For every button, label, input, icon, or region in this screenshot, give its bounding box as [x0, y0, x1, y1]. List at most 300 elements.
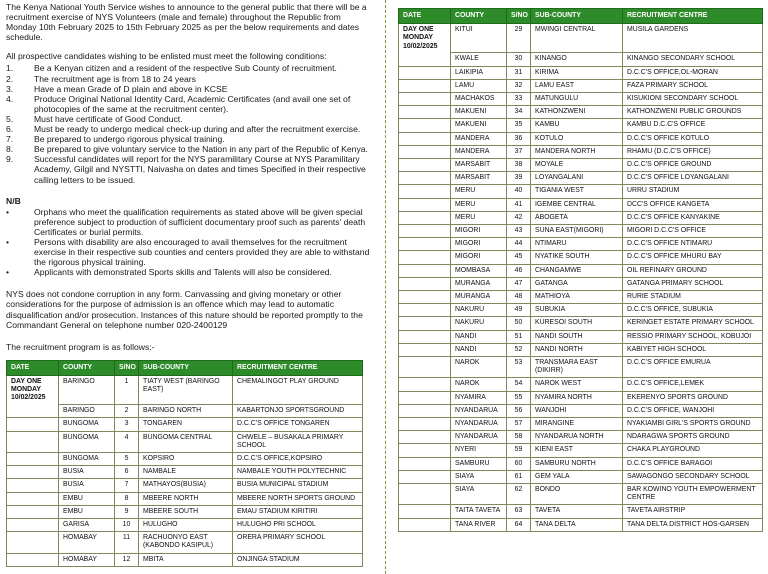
nb-item [6, 207, 372, 237]
table-row [7, 518, 363, 531]
recruitment-centre-cell: KABIYET HIGH SCHOOL [623, 343, 763, 356]
table-row [399, 211, 763, 224]
recruitment-centre-cell: D.C.C'S OFFICE EMURUA [623, 356, 763, 377]
column-divider [385, 0, 386, 574]
sub-county-cell: MWINGI CENTRAL [531, 24, 623, 53]
date-cell [399, 66, 451, 79]
recruitment-centre-cell: ONJINGA STADIUM [233, 553, 363, 566]
date-cell [399, 264, 451, 277]
condition-number: 4. [6, 93, 14, 104]
sub-county-cell: BONDO [531, 484, 623, 505]
sno-cell: 38 [507, 158, 531, 171]
day-label-line: DAY ONE [403, 26, 434, 34]
county-cell: BUNGOMA [59, 418, 115, 431]
recruitment-centre-cell: D.C.C'S OFFICE,KOPSIRO [233, 452, 363, 465]
recruitment-centre-cell: D.C.C'S OFFICE,LEMEK [623, 378, 763, 391]
table-row [7, 532, 363, 553]
table-row [399, 185, 763, 198]
sub-county-cell: NANDI NORTH [531, 343, 623, 356]
date-cell [399, 505, 451, 518]
sno-cell: 58 [507, 431, 531, 444]
sub-county-cell: BARINGO NORTH [139, 405, 233, 418]
date-cell [399, 106, 451, 119]
table-row [7, 479, 363, 492]
condition-number: 3. [6, 83, 14, 94]
county-cell: SIAYA [451, 484, 507, 505]
sub-county-cell: MBEERE SOUTH [139, 505, 233, 518]
recruitment-centre-cell: KAMBU D.C.C'S OFFICE [623, 119, 763, 132]
condition-number: 2. [6, 73, 14, 84]
recruitment-centre-cell: KINANGO SECONDARY SCHOOL [623, 53, 763, 66]
sub-county-cell: KOTULO [531, 132, 623, 145]
header-sno: S/NO [115, 360, 139, 375]
county-cell: BARINGO [59, 405, 115, 418]
sno-cell: 37 [507, 145, 531, 158]
sub-county-cell: NYATIKE SOUTH [531, 251, 623, 264]
recruitment-centre-cell: CHEMALINGOT PLAY GROUND [233, 376, 363, 405]
county-cell: BARINGO [59, 376, 115, 405]
county-cell: MAKUENI [451, 106, 507, 119]
sub-county-cell: MBITA [139, 553, 233, 566]
sno-cell: 30 [507, 53, 531, 66]
sub-county-cell: SUBUKIA [531, 304, 623, 317]
county-cell: MARSABIT [451, 158, 507, 171]
table-row [399, 304, 763, 317]
date-cell [399, 251, 451, 264]
date-cell [7, 466, 59, 479]
condition-text: Successful candidates will report for the NYS paramilitary Course at NYS Paramilitary Academy, Gilgil and NYSTTI, Naivasha on dates and times Specified in their respective calling letters to be issued. [34, 154, 366, 185]
county-cell: BUNGOMA [59, 452, 115, 465]
table-row [399, 378, 763, 391]
date-cell [399, 145, 451, 158]
sno-cell: 29 [507, 24, 531, 53]
condition-item [6, 94, 372, 114]
sno-cell: 11 [115, 532, 139, 553]
sno-cell: 10 [115, 518, 139, 531]
recruitment-centre-cell: CHAKA PLAYGROUND [623, 444, 763, 457]
day-label-line: MONDAY [403, 34, 433, 42]
recruitment-centre-cell: D.C.C'S OFFICE,OL-MORAN [623, 66, 763, 79]
date-cell [7, 431, 59, 452]
recruitment-centre-cell: MIGORI D.C.C'S OFFICE [623, 224, 763, 237]
sno-cell: 45 [507, 251, 531, 264]
county-cell: MURANGA [451, 277, 507, 290]
county-cell: NYANDARUA [451, 404, 507, 417]
table-row [399, 317, 763, 330]
recruitment-centre-cell: BAR KOWINO YOUTH EMPOWERMENT CENTRE [623, 484, 763, 505]
sub-county-cell: GEM YALA [531, 470, 623, 483]
date-cell [399, 418, 451, 431]
conditions-list [6, 63, 372, 184]
sub-county-cell: NANDI SOUTH [531, 330, 623, 343]
county-cell: KWALE [451, 53, 507, 66]
sno-cell: 42 [507, 211, 531, 224]
table-body-left [7, 376, 363, 567]
table-row [7, 452, 363, 465]
table-row [399, 391, 763, 404]
sub-county-cell: SAMBURU NORTH [531, 457, 623, 470]
recruitment-centre-cell: D.C.C'S OFFICE GROUND [623, 158, 763, 171]
sno-cell: 34 [507, 106, 531, 119]
recruitment-centre-cell: SAWAGONGO SECONDARY SCHOOL [623, 470, 763, 483]
county-cell: EMBU [59, 505, 115, 518]
sno-cell: 4 [115, 431, 139, 452]
table-header-row [7, 360, 363, 375]
county-cell: NAKURU [451, 317, 507, 330]
recruitment-centre-cell: D.C.C'S OFFICE, SUBUKIA [623, 304, 763, 317]
condition-text: Must have certificate of Good Conduct. [34, 113, 183, 124]
table-header-row [399, 9, 763, 24]
date-cell [399, 238, 451, 251]
table-row [7, 492, 363, 505]
table-row [399, 470, 763, 483]
header-sub-county: SUB-COUNTY [139, 360, 233, 375]
table-row [7, 431, 363, 452]
recruitment-centre-cell: HULUGHO PRI SCHOOL [233, 518, 363, 531]
date-cell [399, 92, 451, 105]
conditions-title: All prospective candidates wishing to be enlisted must meet the following conditions: [6, 51, 327, 62]
date-cell [399, 317, 451, 330]
date-cell [399, 356, 451, 377]
county-cell: MERU [451, 211, 507, 224]
county-cell: LAIKIPIA [451, 66, 507, 79]
recruitment-centre-cell: KATHONZWENI PUBLIC GROUNDS [623, 106, 763, 119]
recruitment-centre-cell: OIL REFINARY GROUND [623, 264, 763, 277]
county-cell: MIGORI [451, 251, 507, 264]
date-cell [399, 185, 451, 198]
county-cell: NAROK [451, 356, 507, 377]
recruitment-centre-cell: D.C.C'S OFFICE MHURU BAY [623, 251, 763, 264]
sno-cell: 52 [507, 343, 531, 356]
date-cell [399, 224, 451, 237]
sub-county-cell: NAMBALE [139, 466, 233, 479]
table-row [399, 251, 763, 264]
sub-county-cell: MATHIOYA [531, 290, 623, 303]
sub-county-cell: KIRIMA [531, 66, 623, 79]
county-cell: MACHAKOS [451, 92, 507, 105]
date-cell [399, 431, 451, 444]
date-cell [399, 79, 451, 92]
county-cell: MIGORI [451, 238, 507, 251]
sno-cell: 51 [507, 330, 531, 343]
sno-cell: 61 [507, 470, 531, 483]
date-cell [7, 452, 59, 465]
county-cell: EMBU [59, 492, 115, 505]
county-cell: NANDI [451, 330, 507, 343]
county-cell: LAMU [451, 79, 507, 92]
date-cell [399, 290, 451, 303]
condition-number: 1. [6, 63, 14, 74]
table-row [399, 145, 763, 158]
bullet: • [6, 236, 10, 247]
bullet: • [6, 206, 10, 217]
date-cell [7, 418, 59, 431]
date-cell [399, 330, 451, 343]
header-date: DATE [7, 360, 59, 375]
county-cell: NYANDARUA [451, 418, 507, 431]
county-cell: NYERI [451, 444, 507, 457]
recruitment-centre-cell: D.C.C'S OFFICE KANYAKINE [623, 211, 763, 224]
sno-cell: 53 [507, 356, 531, 377]
county-cell: MOMBASA [451, 264, 507, 277]
date-cell [399, 53, 451, 66]
recruitment-centre-cell: RHAMU (D.C.C'S OFFICE) [623, 145, 763, 158]
sno-cell: 64 [507, 518, 531, 531]
condition-item [6, 134, 372, 144]
condition-item [6, 144, 372, 154]
condition-text: The recruitment age is from 18 to 24 years [34, 73, 196, 84]
table-row [399, 264, 763, 277]
sub-county-cell: HULUGHO [139, 518, 233, 531]
date-cell [399, 172, 451, 185]
table-row [7, 405, 363, 418]
sno-cell: 32 [507, 79, 531, 92]
sno-cell: 59 [507, 444, 531, 457]
sub-county-cell: KINANGO [531, 53, 623, 66]
table-row [399, 404, 763, 417]
header-county: COUNTY [59, 360, 115, 375]
table-row [399, 238, 763, 251]
header-recruitment-centre: RECRUITMENT CENTRE [233, 360, 363, 375]
county-cell: HOMABAY [59, 532, 115, 553]
recruitment-centre-cell: CHWELE – BUSAKALA PRIMARY SCHOOL [233, 431, 363, 452]
sno-cell: 48 [507, 290, 531, 303]
sno-cell: 1 [115, 376, 139, 405]
sub-county-cell: BUNGOMA CENTRAL [139, 431, 233, 452]
date-cell [7, 376, 59, 405]
date-cell [399, 484, 451, 505]
recruitment-centre-cell: FAZA PRIMARY SCHOOL [623, 79, 763, 92]
condition-item [6, 84, 372, 94]
condition-item [6, 63, 372, 73]
sub-county-cell: WANJOHI [531, 404, 623, 417]
table-body-right [399, 24, 763, 532]
sub-county-cell: TAVETA [531, 505, 623, 518]
sub-county-cell: ABOGETA [531, 211, 623, 224]
sub-county-cell: TIGANIA WEST [531, 185, 623, 198]
table-row [399, 277, 763, 290]
county-cell: NANDI [451, 343, 507, 356]
county-cell: TANA RIVER [451, 518, 507, 531]
recruitment-centre-cell: NDARAGWA SPORTS GROUND [623, 431, 763, 444]
sub-county-cell: CHANGAMWE [531, 264, 623, 277]
sub-county-cell: SUNA EAST(MIGORI) [531, 224, 623, 237]
recruitment-centre-cell: GATANGA PRIMARY SCHOOL [623, 277, 763, 290]
sub-county-cell: GATANGA [531, 277, 623, 290]
day-label-line: 10/02/2025 [11, 394, 46, 402]
recruitment-centre-cell: D.C.C'S OFFICE NTIMARU [623, 238, 763, 251]
sno-cell: 5 [115, 452, 139, 465]
sno-cell: 47 [507, 277, 531, 290]
sub-county-cell: KIENI EAST [531, 444, 623, 457]
sno-cell: 35 [507, 119, 531, 132]
sub-county-cell: NAROK WEST [531, 378, 623, 391]
county-cell: NYANDARUA [451, 431, 507, 444]
sub-county-cell: TONGAREN [139, 418, 233, 431]
condition-text: Be a Kenyan citizen and a resident of the respective Sub County of recruitment. [34, 63, 337, 74]
recruitment-centre-cell: KISUKIONI SECONDARY SCHOOL [623, 92, 763, 105]
table-row [7, 466, 363, 479]
announcement-column [6, 0, 372, 574]
header-sub-county: SUB-COUNTY [531, 9, 623, 24]
condition-number: 9. [6, 154, 14, 165]
table-row [7, 553, 363, 566]
sub-county-cell: LAMU EAST [531, 79, 623, 92]
table-row [399, 224, 763, 237]
county-cell: MERU [451, 185, 507, 198]
county-cell: SIAYA [451, 470, 507, 483]
date-cell [399, 518, 451, 531]
header-sno: S/NO [507, 9, 531, 24]
county-cell: NAROK [451, 378, 507, 391]
sno-cell: 40 [507, 185, 531, 198]
date-cell [7, 553, 59, 566]
table-row [399, 505, 763, 518]
table-row [399, 444, 763, 457]
county-cell: MURANGA [451, 290, 507, 303]
condition-number: 5. [6, 113, 14, 124]
date-cell [399, 211, 451, 224]
table-row [399, 518, 763, 531]
date-cell [7, 532, 59, 553]
date-cell [399, 277, 451, 290]
county-cell: HOMABAY [59, 553, 115, 566]
county-cell: NYAMIRA [451, 391, 507, 404]
county-cell: NAKURU [451, 304, 507, 317]
county-cell: TAITA TAVETA [451, 505, 507, 518]
sno-cell: 39 [507, 172, 531, 185]
recruitment-centre-cell: MBEERE NORTH SPORTS GROUND [233, 492, 363, 505]
county-cell: KITUI [451, 24, 507, 53]
intro-paragraph: The Kenya National Youth Service wishes to announce to the general public that there will be a recruitment exercise of NYS Volunteers (male and female) throughout the Republic from Monday 10th February 2025 to 15th February 2025 as per the below requirements and dates schedule. [6, 2, 367, 43]
sno-cell: 46 [507, 264, 531, 277]
date-cell [7, 405, 59, 418]
sub-county-cell: NTIMARU [531, 238, 623, 251]
table-row [399, 418, 763, 431]
sub-county-cell: KURESOI SOUTH [531, 317, 623, 330]
sno-cell: 44 [507, 238, 531, 251]
recruitment-centre-cell: ORERA PRIMARY SCHOOL [233, 532, 363, 553]
table-row [399, 431, 763, 444]
sno-cell: 6 [115, 466, 139, 479]
date-cell [399, 304, 451, 317]
sno-cell: 3 [115, 418, 139, 431]
table-row [399, 290, 763, 303]
recruitment-centre-cell: D.C.C'S OFFICE LOYANGALANI [623, 172, 763, 185]
county-cell: MANDERA [451, 132, 507, 145]
program-intro: The recruitment program is as follows:- [6, 341, 155, 352]
sno-cell: 56 [507, 404, 531, 417]
date-cell [399, 198, 451, 211]
date-cell [399, 470, 451, 483]
date-cell [399, 132, 451, 145]
sub-county-cell: RACHUONYO EAST (KABONDO KASIPUL) [139, 532, 233, 553]
date-cell [399, 24, 451, 53]
sno-cell: 43 [507, 224, 531, 237]
date-cell [399, 119, 451, 132]
county-cell: BUSIA [59, 466, 115, 479]
recruitment-centre-cell: TANA DELTA DISTRICT HOS-GARSEN [623, 518, 763, 531]
day-label-line: DAY ONE [11, 378, 42, 386]
date-cell [399, 457, 451, 470]
county-cell: MAKUENI [451, 119, 507, 132]
nb-title: N/B [6, 195, 21, 206]
condition-item [6, 124, 372, 134]
date-cell [7, 492, 59, 505]
sno-cell: 62 [507, 484, 531, 505]
date-cell [7, 518, 59, 531]
table-row [399, 330, 763, 343]
day-label-line: 10/02/2025 [403, 42, 438, 50]
table-row [399, 484, 763, 505]
sub-county-cell: IGEMBE CENTRAL [531, 198, 623, 211]
recruitment-centre-cell: KERINGET ESTATE PRIMARY SCHOOL [623, 317, 763, 330]
condition-item [6, 154, 372, 184]
date-cell [399, 158, 451, 171]
recruitment-centre-cell: TAVETA AIRSTRIP [623, 505, 763, 518]
sub-county-cell: MATUNGULU [531, 92, 623, 105]
header-date: DATE [399, 9, 451, 24]
nb-text: Persons with disability are also encouraged to avail themselves for the recruitment exercise in their respective sub counties and centers provided they are able to withstand the rigorous physical training. [34, 236, 370, 268]
date-cell [399, 378, 451, 391]
table-row [7, 376, 363, 405]
sub-county-cell: MIRANGINE [531, 418, 623, 431]
sno-cell: 50 [507, 317, 531, 330]
county-cell: MARSABIT [451, 172, 507, 185]
county-cell: GARISA [59, 518, 115, 531]
sno-cell: 57 [507, 418, 531, 431]
county-cell: MERU [451, 198, 507, 211]
sub-county-cell: TIATY WEST (BARINGO EAST) [139, 376, 233, 405]
date-cell [399, 444, 451, 457]
sno-cell: 63 [507, 505, 531, 518]
sno-cell: 7 [115, 479, 139, 492]
sno-cell: 2 [115, 405, 139, 418]
recruitment-centre-cell: URRU STADIUM [623, 185, 763, 198]
nb-text: Orphans who meet the qualification requirements as stated above will be given special preference subject to production of sufficient documentary proof such as parents' death Certificates or burial permits. [34, 206, 366, 237]
sub-county-cell: MATHAYOS(BUSIA) [139, 479, 233, 492]
bullet: • [6, 267, 10, 278]
nb-item [6, 237, 372, 267]
sub-county-cell: MANDERA NORTH [531, 145, 623, 158]
date-cell [7, 479, 59, 492]
sub-county-cell: LOYANGALANI [531, 172, 623, 185]
recruitment-centre-cell: BUSIA MUNICIPAL STADIUM [233, 479, 363, 492]
recruitment-centre-cell: D.C.C'S OFFICE KOTULO [623, 132, 763, 145]
condition-number: 8. [6, 144, 14, 155]
table-row [399, 92, 763, 105]
recruitment-centre-cell: NAMBALE YOUTH POLYTECHNIC [233, 466, 363, 479]
table-row [399, 24, 763, 53]
table-row [399, 158, 763, 171]
condition-text: Be prepared to undergo rigorous physical training. [34, 134, 225, 145]
sub-county-cell: MOYALE [531, 158, 623, 171]
county-cell: BUNGOMA [59, 431, 115, 452]
table-row [399, 457, 763, 470]
table-row [7, 505, 363, 518]
recruitment-centre-cell: EKERENYO SPORTS GROUND [623, 391, 763, 404]
condition-text: Be prepared to give voluntary service to the Nation in any part of the Republic of Kenya. [34, 144, 368, 155]
condition-text: Must be ready to undergo medical check-up during and after the recruitment exercise. [34, 124, 361, 135]
sub-county-cell: KOPSIRO [139, 452, 233, 465]
date-cell [7, 505, 59, 518]
table-row [399, 343, 763, 356]
condition-item [6, 114, 372, 124]
nb-text: Applicants with demonstrated Sports skills and Talents will also be considered. [34, 267, 332, 278]
corruption-notice: NYS does not condone corruption in any form. Canvassing and giving monetary or other considerations for the purpose of admission is an offence which may lead to automatic disqualification and/or prosecution. Instances of this nature should be reported promptly to the Commandant General on telephone number 020-2400129 [6, 289, 363, 330]
sub-county-cell: KAMBU [531, 119, 623, 132]
sno-cell: 55 [507, 391, 531, 404]
